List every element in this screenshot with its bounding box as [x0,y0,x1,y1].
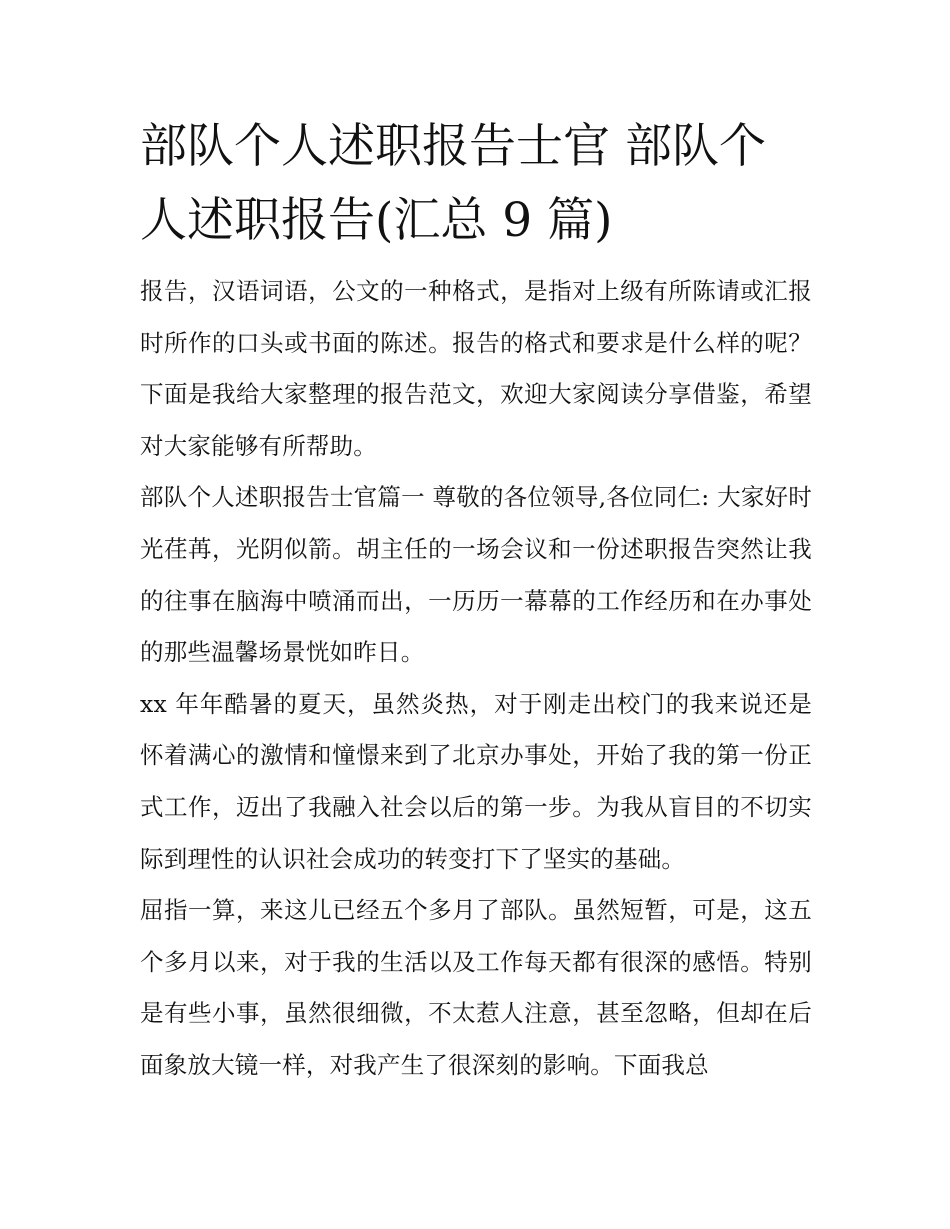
document-title: 部队个人述职报告士官 部队个人述职报告(汇总 9 篇) [140,119,766,248]
paragraph-reflection: 屈指一算，来这儿已经五个多月了部队。虽然短暂，可是，这五个多月以来，对于我的生活以及工作每天都有很深的感悟。特别是有些小事，虽然很细微，不太惹人注意，甚至忽略，但却在后面象放大镜一样，对我产生了很深刻的影响。下面我总 [140,896,812,1079]
paragraph-first-job: xx 年年酷暑的夏天，虽然炎热，对于刚走出校门的我来说还是怀着满心的激情和憧憬来到了北京办事处，开始了我的第一份正式工作，迈出了我融入社会以后的第一步。为我从盲目的不切实际到理性的认识社会成功的转变打下了坚实的基础。 [140,689,812,873]
paragraph-greeting: 部队个人述职报告士官篇一 尊敬的各位领导,各位同仁: 大家好时光荏苒，光阴似箭。胡主任的一场会议和一份述职报告突然让我的往事在脑海中喷涌而出，一历历一幕幕的工作经历和在办事处的那些温馨场景恍如昨日。 [140,483,812,667]
paragraph-intro: 报告，汉语词语，公文的一种格式，是指对上级有所陈请或汇报时所作的口头或书面的陈述。报告的格式和要求是什么样的呢？下面是我给大家整理的报告范文，欢迎大家阅读分享借鉴，希望对大家能够有所帮助。 [140,277,812,460]
document-body [140,110,812,1092]
